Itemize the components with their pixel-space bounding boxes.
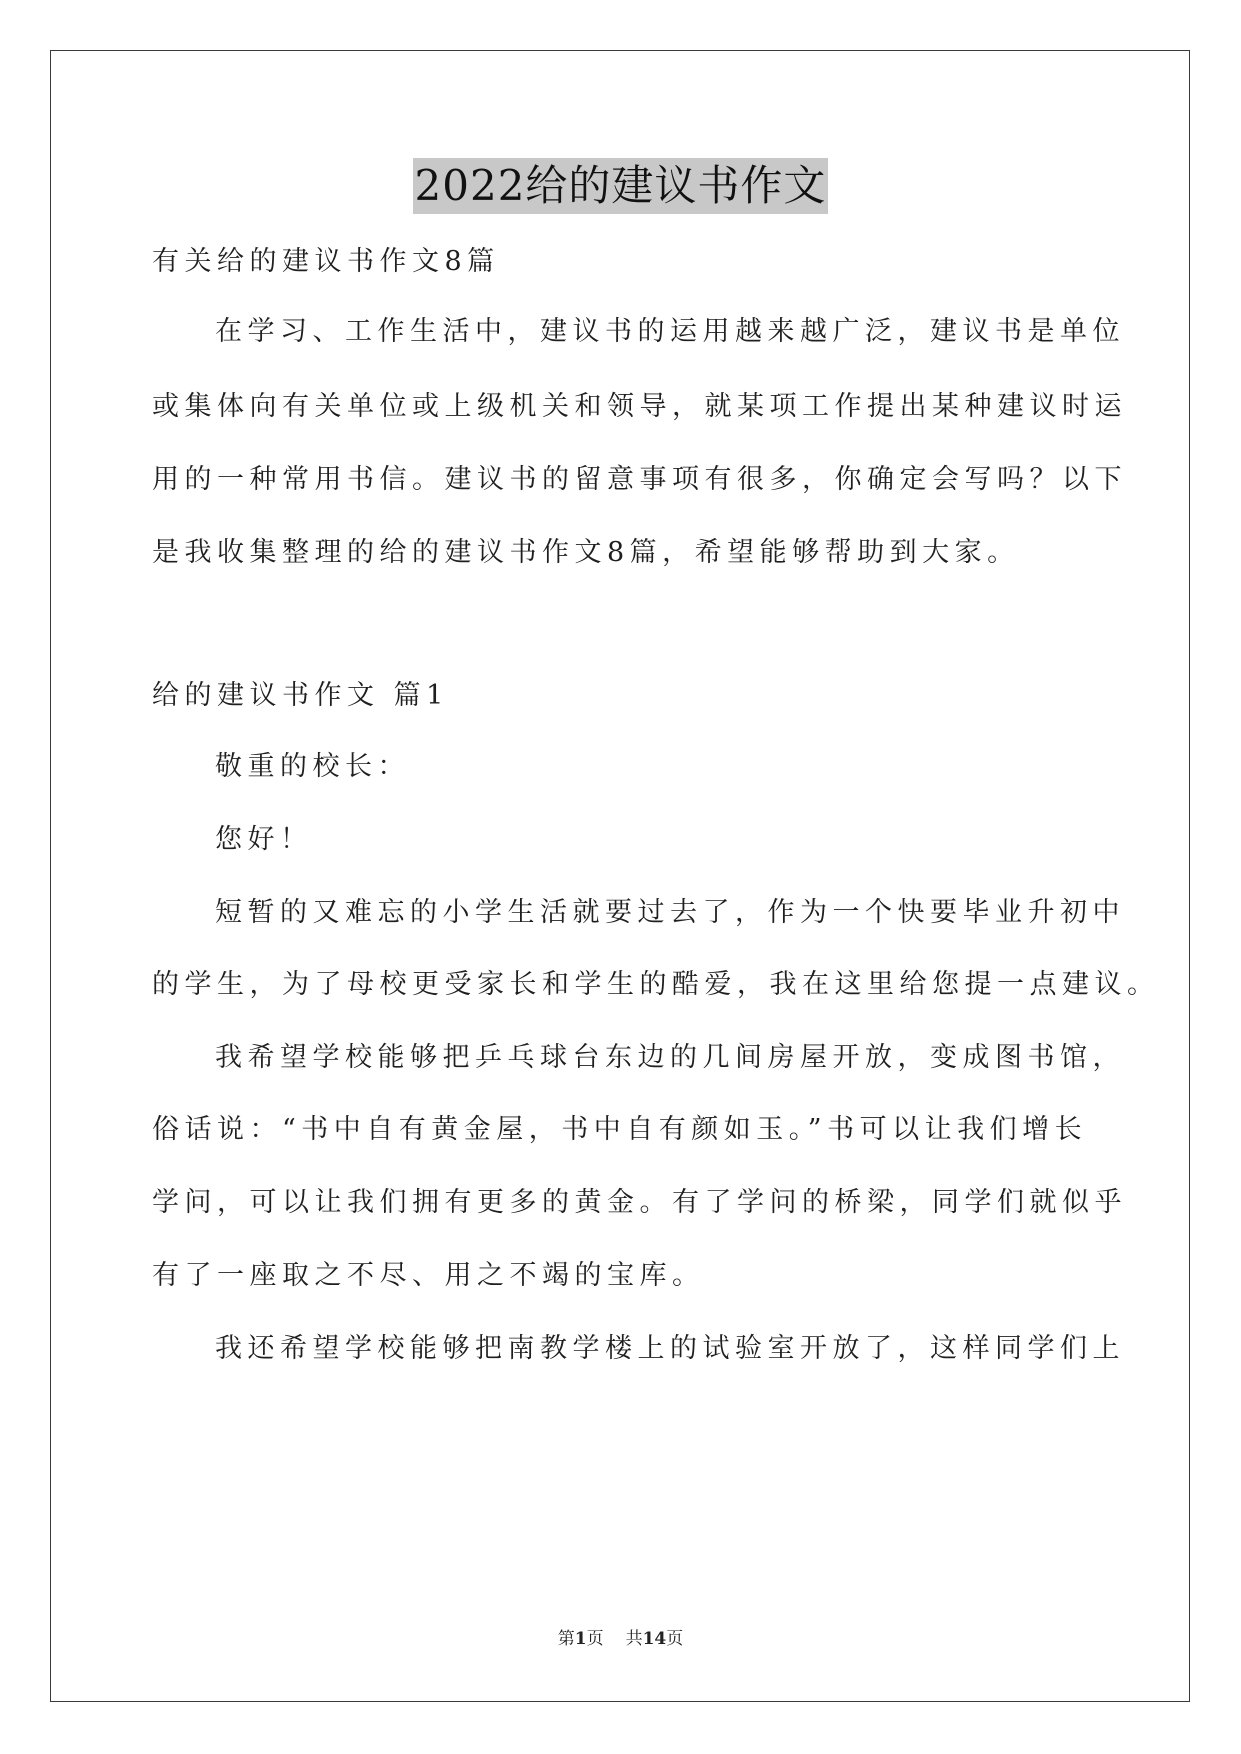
total-prefix: 共 (625, 1629, 643, 1649)
paragraph-line: 是我收集整理的给的建议书作文8篇，希望能够帮助到大家。 (152, 537, 1020, 568)
paragraph-line: 的学生，为了母校更受家长和学生的酷爱，我在这里给您提一点建议。 (152, 969, 1160, 1000)
paragraph-line: 在学习、工作生活中，建议书的运用越来越广泛，建议书是单位 (215, 316, 1125, 347)
page-prefix: 第 (557, 1629, 575, 1649)
page-border (50, 50, 1190, 1702)
section-heading: 给的建议书作文 篇1 (152, 680, 449, 711)
document-title: 2022给的建议书作文 (413, 158, 829, 214)
paragraph-line: 或集体向有关单位或上级机关和领导，就某项工作提出某种建议时运 (152, 391, 1127, 422)
paragraph-line: 有了一座取之不尽、用之不竭的宝库。 (152, 1260, 705, 1291)
paragraph-line: 我还希望学校能够把南教学楼上的试验室开放了，这样同学们上 (215, 1333, 1125, 1364)
total-page-number: 14 (642, 1629, 667, 1649)
page-suffix: 页 (586, 1629, 604, 1649)
subtitle-line: 有关给的建议书作文8篇 (152, 246, 500, 277)
greeting-line: 您好！ (215, 824, 313, 855)
paragraph-line: 短暂的又难忘的小学生活就要过去了，作为一个快要毕业升初中 (215, 897, 1125, 928)
paragraph-line: 俗话说：“书中自有黄金屋，书中自有颜如玉。”书可以让我们增长 (152, 1114, 1088, 1145)
salutation-line: 敬重的校长： (215, 751, 410, 782)
current-page-number: 1 (574, 1629, 587, 1649)
page-footer (0, 1628, 1241, 1650)
title-container (0, 158, 1241, 214)
paragraph-line: 学问，可以让我们拥有更多的黄金。有了学问的桥梁，同学们就似乎 (152, 1187, 1127, 1218)
total-suffix: 页 (666, 1629, 684, 1649)
paragraph-line: 用的一种常用书信。建议书的留意事项有很多，你确定会写吗？以下 (152, 464, 1127, 495)
paragraph-line: 我希望学校能够把乒乓球台东边的几间房屋开放，变成图书馆， (215, 1042, 1125, 1073)
